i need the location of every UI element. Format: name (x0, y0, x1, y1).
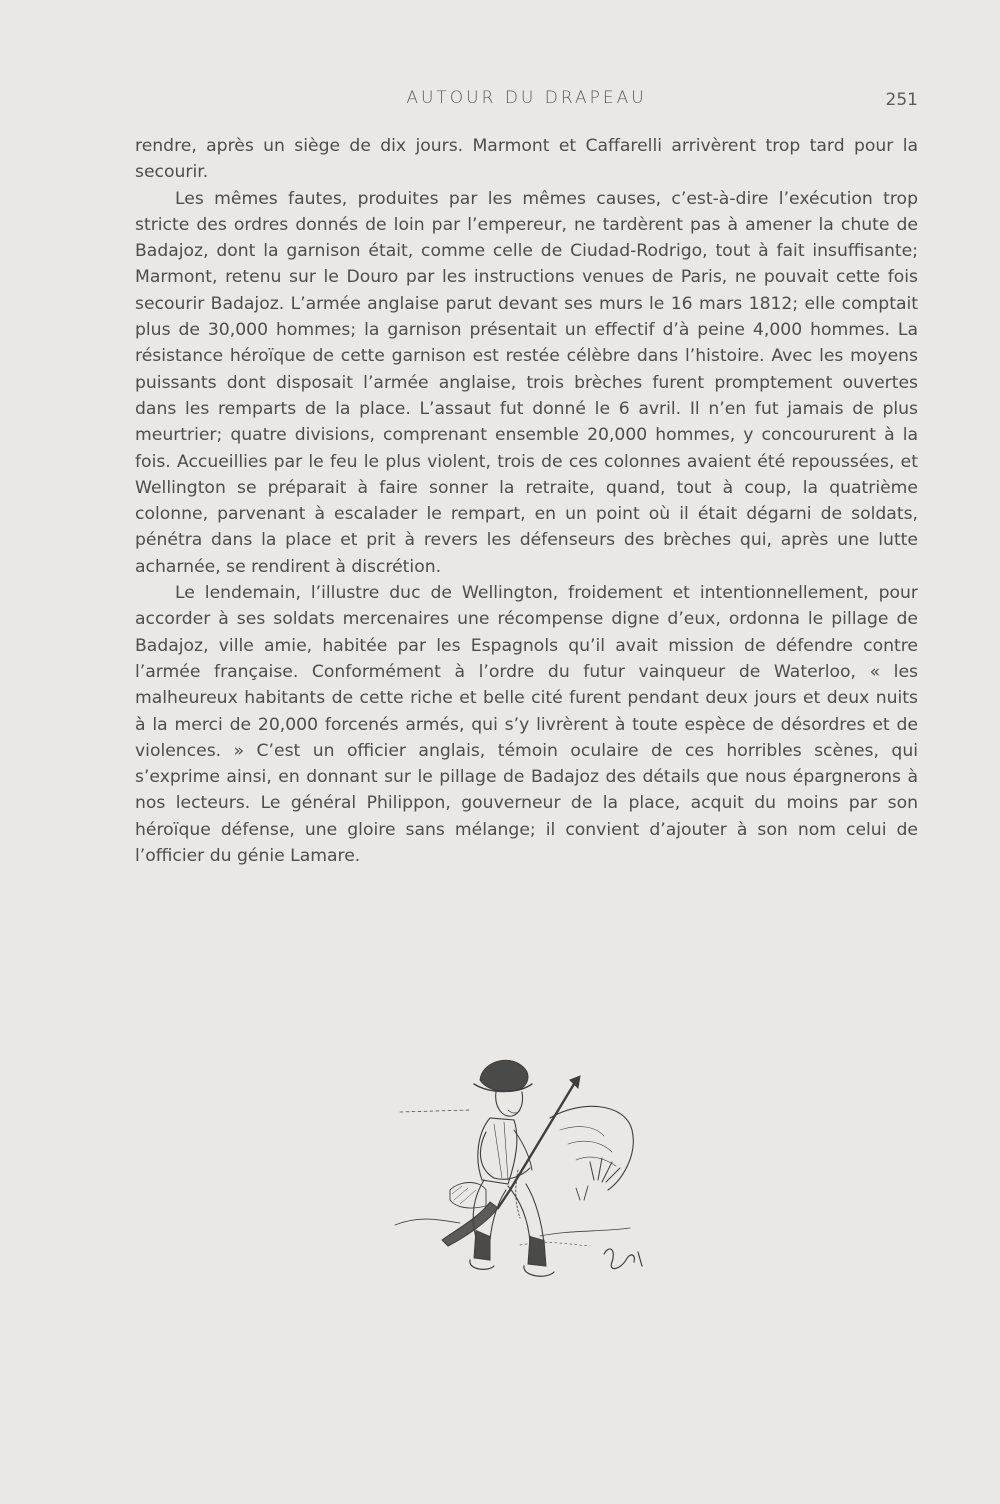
body-text (135, 133, 918, 869)
soldier-sketch-illustration (390, 1040, 660, 1290)
paragraph-continuation: rendre, après un siège de dix jours. Marmont et Caffarelli arrivèrent trop tard pour la secourir. (135, 136, 918, 183)
paragraph: Le lendemain, l’illustre duc de Wellington, froidement et intentionnellement, pour accorder à ses soldats mercenaires une récompense digne d’eux, ordonna le pillage de Badajoz, ville amie, habitée par les Espagnols qu’il avait mission de défendre contre l’armée française. Conformément à l’ordre du futur vainqueur de Waterloo, « les malheureux habitants de cette riche et belle cité furent pendant deux jours et deux nuits à la merci de 20,000 forcenés armés, qui s’y livrèrent à toute espèce de désordres et de violences. » C’est un officier anglais, témoin oculaire de ces horribles scènes, qui s’exprime ainsi, en donnant sur le pillage de Badajoz des détails que nous épargnerons à nos lecteurs. Le général Philippon, gouverneur de la place, acquit du moins par son héroïque défense, une gloire sans mélange; il convient d’ajouter à son nom celui de l’officier du génie Lamare. (135, 583, 918, 867)
running-title: AUTOUR DU DRAPEAU (406, 88, 647, 108)
paragraph: Les mêmes fautes, produites par les mêmes causes, c’est-à-dire l’exécution trop stricte des ordres donnés de loin par l’empereur, ne tardèrent pas à amener la chute de Badajoz, dont la garnison était, comme celle de Ciudad-Rodrigo, tout à fait insuffisante; Marmont, retenu sur le Douro par les instructions venues de Paris, ne pouvait cette fois secourir Badajoz. L’armée anglaise parut devant ses murs le 16 mars 1812; elle comptait plus de 30,000 hommes; la garnison présentait un effectif d’à peine 4,000 hommes. La résistance héroïque de cette garnison est restée célèbre dans l’histoire. Avec les moyens puissants dont disposait l’armée anglaise, trois brèches furent promptement ouvertes dans les remparts de la place. L’assaut fut donné le 6 avril. Il n’en fut jamais de plus meurtrier; quatre divisions, comprenant ensemble 20,000 hommes, y concoururent à la fois. Accueillies par le feu le plus violent, trois de ces colonnes avaient été repoussées, et Wellington se préparait à faire sonner la retraite, quand, tout à coup, la quatrième colonne, parvenant à escalader le rempart, en un point où il était dégarni de soldats, pénétra dans la place et prit à revers les défenseurs des brèches qui, après une lutte acharnée, se rendirent à discrétion. (135, 188, 918, 577)
page-number: 251 (885, 90, 918, 110)
running-head (135, 88, 918, 116)
